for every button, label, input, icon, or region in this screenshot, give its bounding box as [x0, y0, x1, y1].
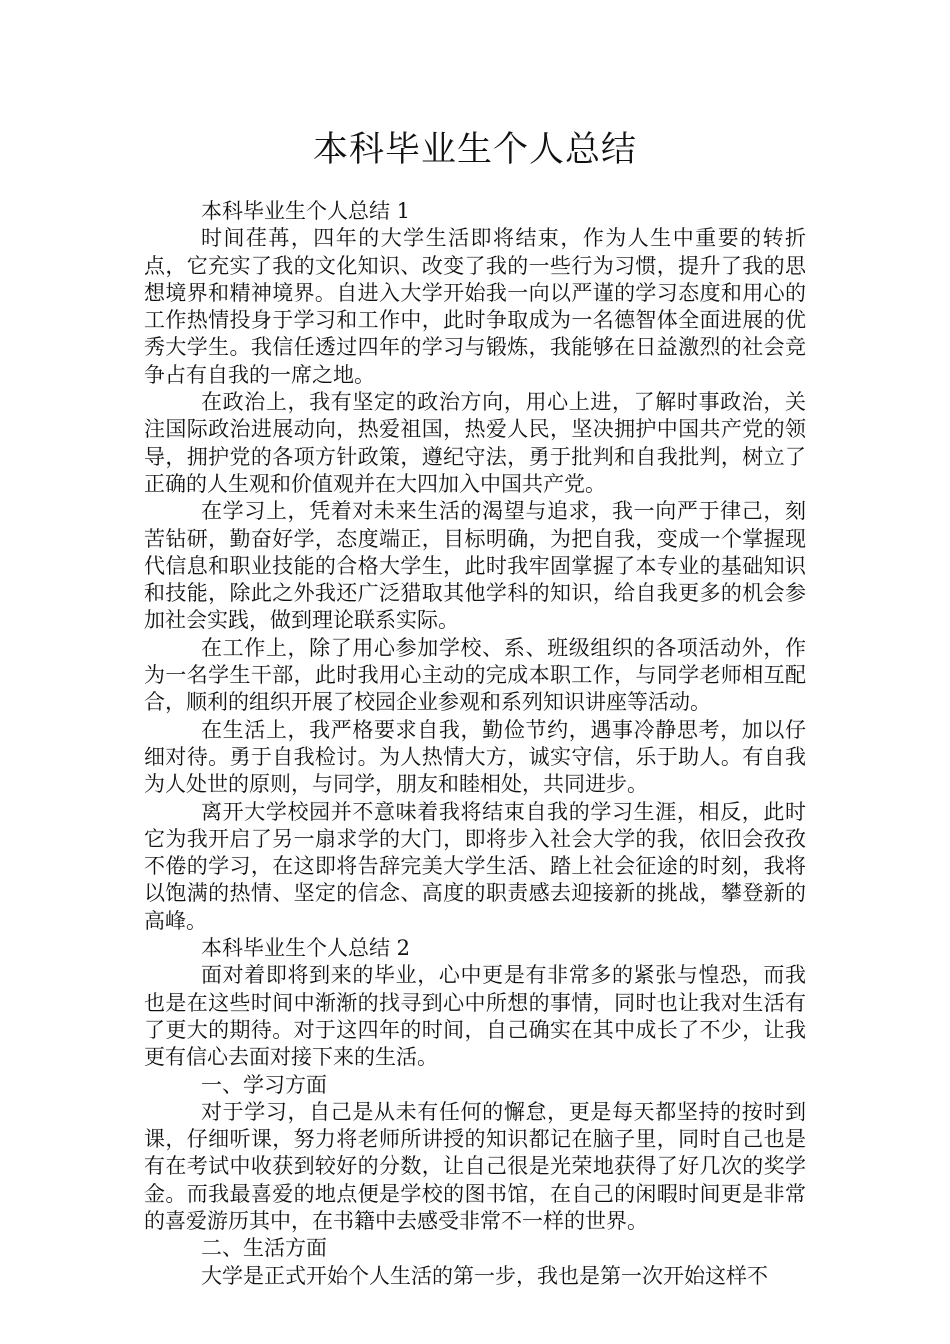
- study-subheading: 一、学习方面: [201, 1072, 327, 1097]
- section-1-paragraph-conclusion: 离开大学校园并不意味着我将结束自我的学习生涯，相反，此时它为我开启了另一扇求学的大门，即将步入社会大学的我，依旧会孜孜不倦的学习，在这即将告辞完美大学生活、踏上社会征途的时刻，我将以饱满的热情、坚定的信念、高度的职责感去迎接新的挑战，攀登新的高峰。: [144, 799, 806, 933]
- section-1-paragraph-study: 在学习上，凭着对未来生活的渴望与追求，我一向严于律己，刻苦钻研，勤奋好学，态度端正，目标明确，为把自我，变成一个掌握现代信息和职业技能的合格大学生，此时我牢固掌握了本专业的基础知识和技能，除此之外我还广泛猎取其他学科的知识，给自我更多的机会参加社会实践，做到理论联系实际。: [144, 499, 806, 633]
- life-paragraph: 大学是正式开始个人生活的第一步，我也是第一次开始这样不: [201, 1263, 768, 1288]
- document-title: 本科毕业生个人总结: [312, 130, 637, 170]
- section-2-paragraph-intro: 面对着即将到来的毕业，心中更是有非常多的紧张与惶恐，而我也是在这些时间中渐渐的找寻到心中所想的事情，同时也让我对生活有了更大的期待。对于这四年的时间，自己确实在其中成长了不少，让我更有信心去面对接下来的生活。: [144, 963, 806, 1070]
- section-1-paragraph-work: 在工作上，除了用心参加学校、系、班级组织的各项活动外，作为一名学生干部，此时我用心主动的完成本职工作，与同学老师相互配合，顺利的组织开展了校园企业参观和系列知识讲座等活动。: [144, 635, 806, 715]
- section-1-paragraph-intro: 时间荏苒，四年的大学生活即将结束，作为人生中重要的转折点，它充实了我的文化知识、改变了我的一些行为习惯，提升了我的思想境界和精神境界。自进入大学开始我一向以严谨的学习态度和用心的工作热情投身于学习和工作中，此时争取成为一名德智体全面进展的优秀大学生。我信任透过四年的学习与锻炼，我能够在日益激烈的社会竞争占有自我的一席之地。: [144, 226, 806, 387]
- section-1-heading: 本科毕业生个人总结 1: [201, 199, 411, 223]
- life-subheading: 二、生活方面: [201, 1236, 327, 1261]
- section-1-paragraph-life: 在生活上，我严格要求自我，勤俭节约，遇事冷静思考，加以仔细对待。勇于自我检讨。为人热情大方，诚实守信，乐于助人。有自我为人处世的原则，与同学，朋友和睦相处，共同进步。: [144, 717, 806, 797]
- section-2-heading: 本科毕业生个人总结 2: [201, 936, 411, 961]
- document-body: [144, 198, 806, 1290]
- study-paragraph: 对于学习，自己是从未有任何的懈怠，更是每天都坚持的按时到课，仔细听课，努力将老师所讲授的知识都记在脑子里，同时自己也是有在考试中收获到较好的分数，让自己很是光荣地获得了好几次的奖学金。而我最喜爱的地点便是学校的图书馆，在自己的闲暇时间更是非常的喜爱游历其中，在书籍中去感受非常不一样的世界。: [144, 1099, 806, 1233]
- section-1-paragraph-politics: 在政治上，我有坚定的政治方向，用心上进，了解时事政治，关注国际政治进展动向，热爱祖国，热爱人民，坚决拥护中国共产党的领导，拥护党的各项方针政策，遵纪守法，勇于批判和自我批判，树立了正确的人生观和价值观并在大四加入中国共产党。: [144, 390, 806, 496]
